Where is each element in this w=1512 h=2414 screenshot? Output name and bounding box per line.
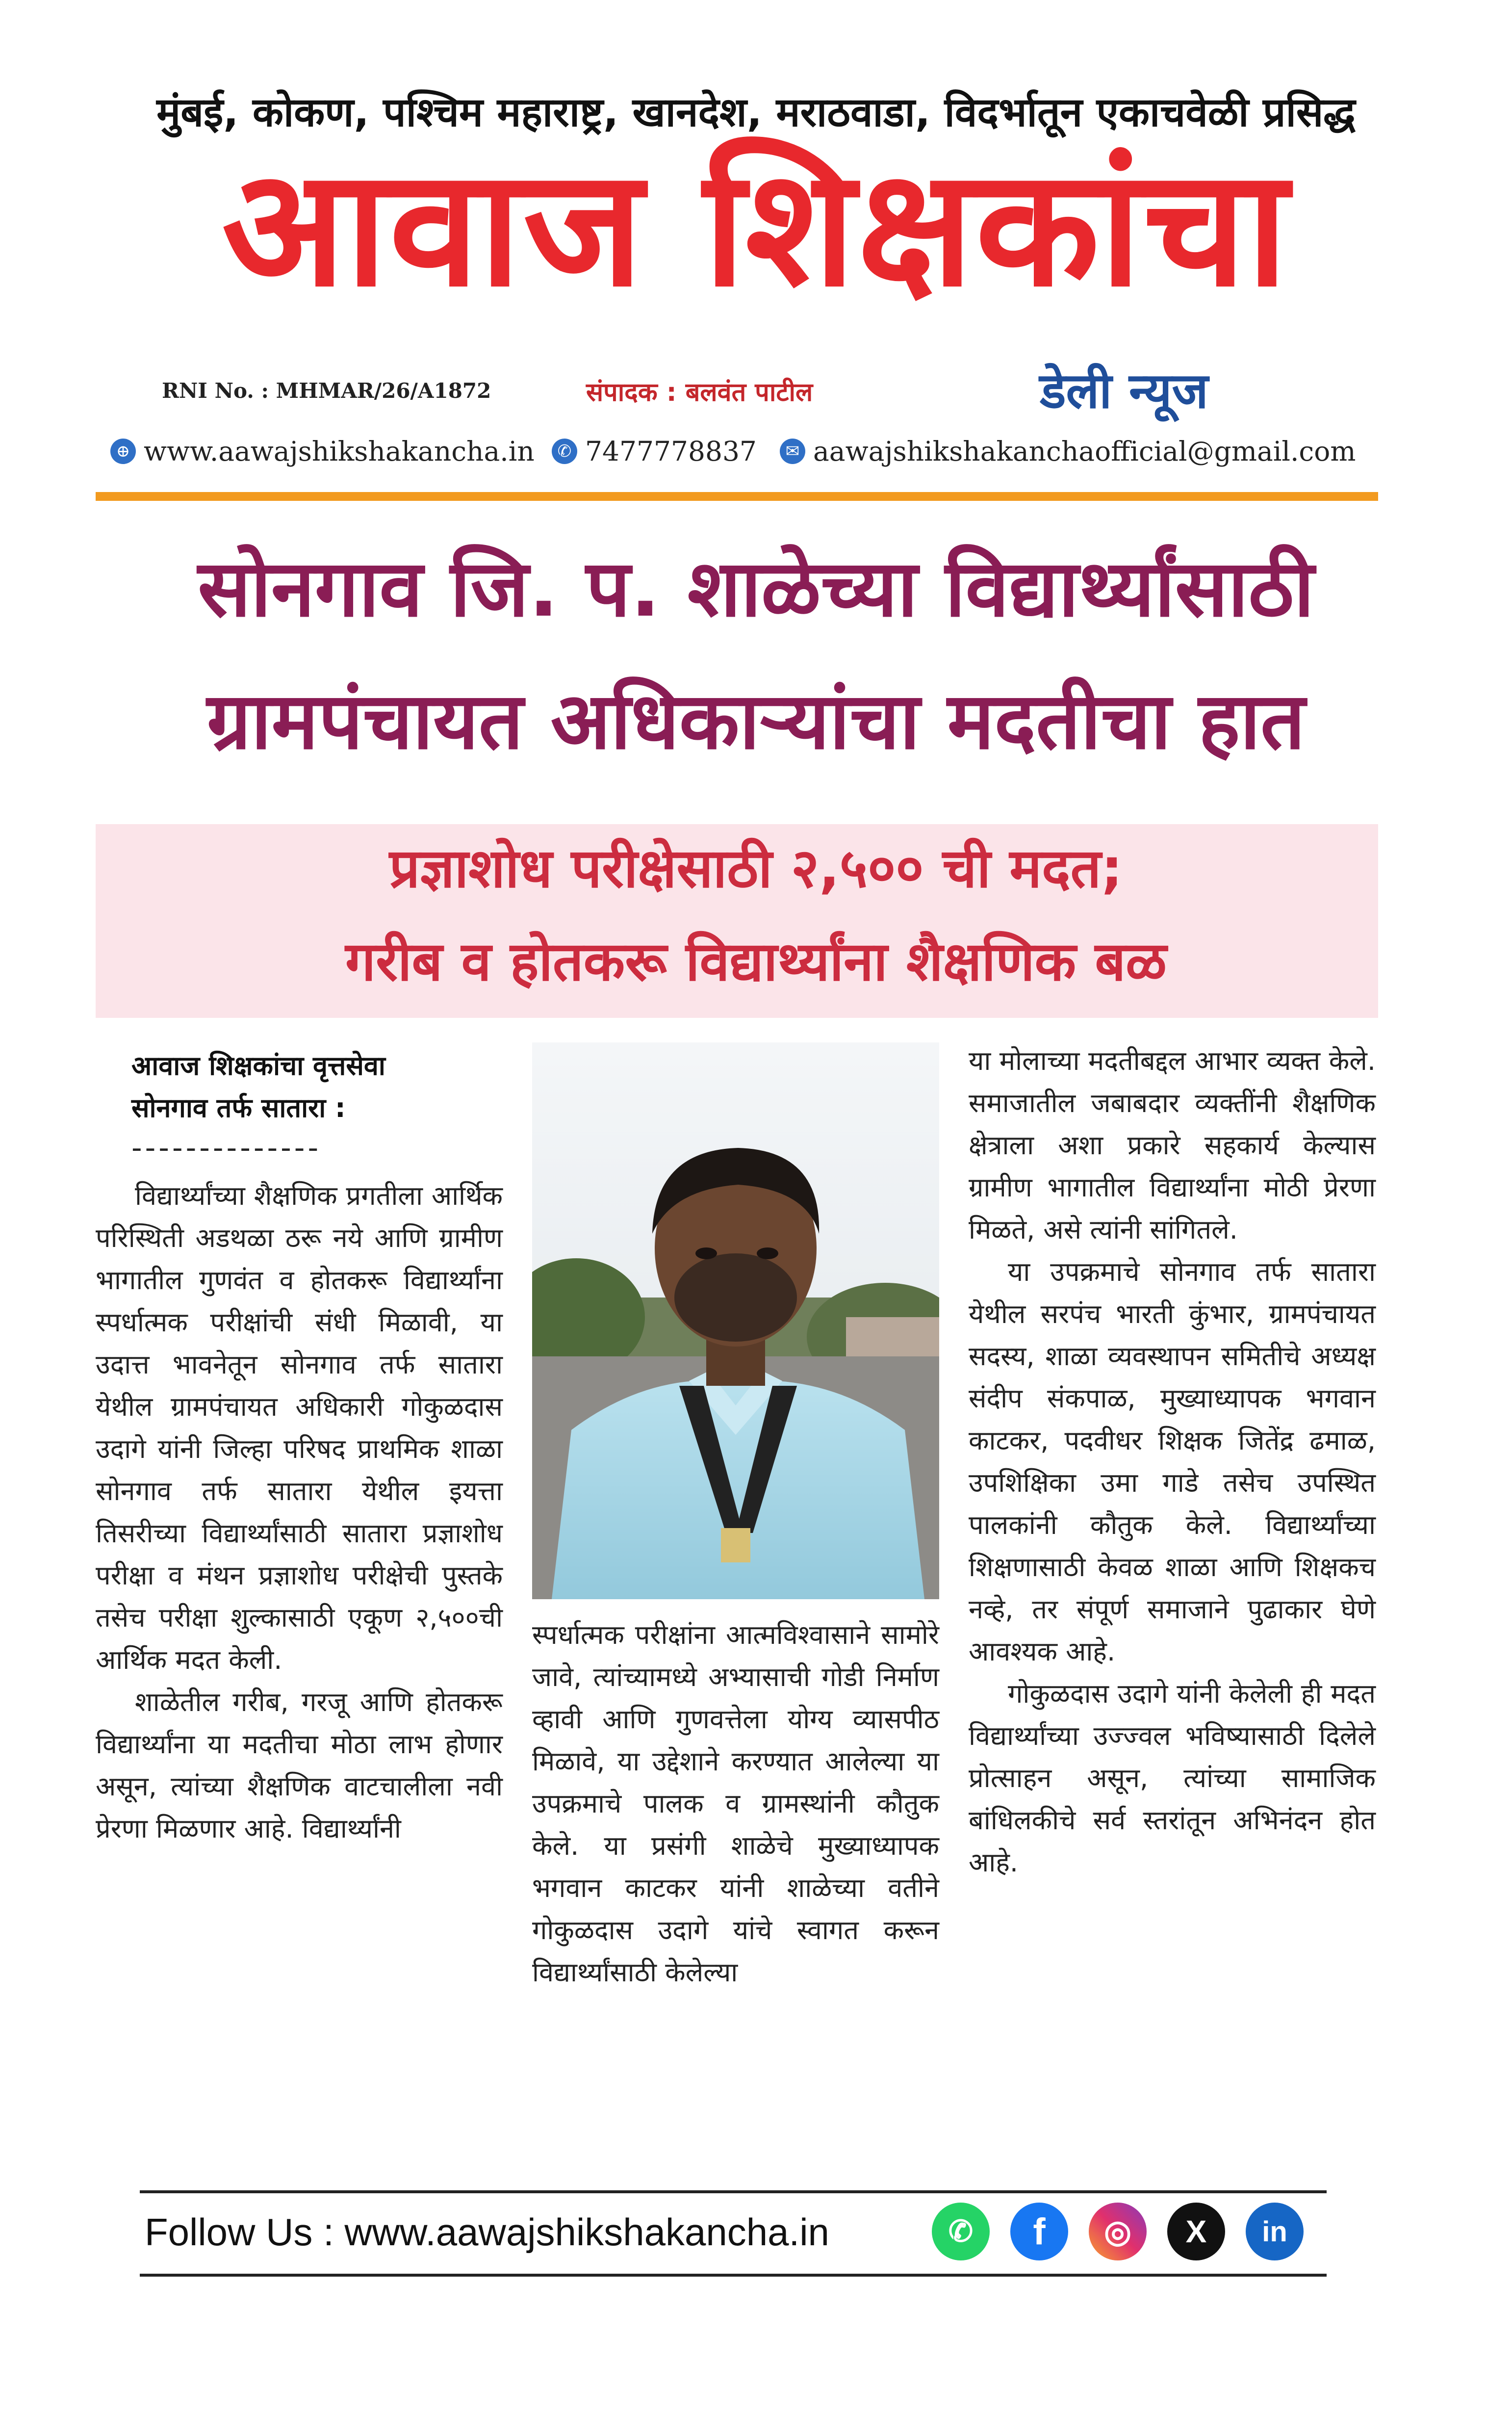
news-photo [532, 1042, 939, 1599]
byline-agency: आवाज शिक्षकांचा वृत्तसेवा [131, 1050, 385, 1081]
footer-rule-top [140, 2190, 1327, 2193]
phone-icon: ✆ [552, 439, 577, 464]
masthead-title: आवाज शिक्षकांचा [222, 134, 1290, 322]
byline-dateline: सोनगाव तर्फ सातारा : [131, 1092, 346, 1123]
contact-email[interactable] [780, 436, 1356, 467]
contact-website[interactable] [110, 436, 535, 467]
paragraph: या मोलाच्या मदतीबद्दल आभार व्यक्त केले. समाजातील जबाबदार व्यक्तींनी शैक्षणिक क्षेत्राला अशा प्रकारे सहकार्य केल्यास ग्रामीण भागातील विद्यार्थ्यांना मोठी प्रेरणा मिळते, असे त्यांनी सांगितले. [969, 1045, 1376, 1245]
subheadline-line-1: प्रज्ञाशोध परीक्षेसाठी २,५०० ची मदत; [389, 837, 1123, 900]
linkedin-icon[interactable]: in [1246, 2203, 1304, 2260]
whatsapp-icon[interactable]: ✆ [932, 2203, 990, 2260]
article-column-2 [532, 1614, 939, 1994]
tagline: मुंबई, कोकण, पश्चिम महाराष्ट्र, खानदेश, मराठवाडा, विदर्भातून एकाचवेळी प्रसिद्ध [156, 89, 1356, 136]
article-column-3 [969, 1040, 1376, 1884]
paragraph: गोकुळदास उदागे यांनी केलेली ही मदत विद्यार्थ्यांच्या उज्ज्वल भविष्यासाठी दिलेले प्रोत्साहन असून, त्यांच्या सामाजिक बांधिलकीचे सर्व स्तरांतून अभिनंदन होत आहे. [969, 1678, 1376, 1878]
subheadline-line-2: गरीब व होतकरू विद्यार्थ्यांना शैक्षणिक बळ [345, 930, 1167, 993]
email-text: aawajshikshakanchaofficial@gmail.com [813, 436, 1356, 467]
follow-us-link[interactable]: Follow Us : www.aawajshikshakancha.in [145, 2210, 829, 2254]
portrait-photo [532, 1042, 939, 1599]
article-column-1 [96, 1175, 503, 1850]
mail-icon: ✉ [780, 439, 805, 464]
byline-separator: -------------- [131, 1131, 322, 1165]
paragraph: विद्यार्थ्यांच्या शैक्षणिक प्रगतीला आर्थिक परिस्थिती अडथळा ठरू नये आणि ग्रामीण भागातील गुणवंत व होतकरू विद्यार्थ्यांना स्पर्धात्मक परीक्षांची संधी मिळावी, या उदात्त भावनेतून सोनगाव तर्फ सातारा येथील ग्रामपंचायत अधिकारी गोकुळदास उदागे यांनी जिल्हा परिषद प्राथमिक शाळा सोनगाव तर्फ सातारा येथील इयत्ता तिसरीच्या विद्यार्थ्यांसाठी सातारा प्रज्ञाशोध परीक्षा व मंथन प्रज्ञाशोध परीक्षेची पुस्तके तसेच परीक्षा शुल्कासाठी एकूण २,५००ची आर्थिक मदत केली. [96, 1180, 503, 1675]
instagram-icon[interactable]: ◎ [1089, 2203, 1147, 2260]
phone-text: 7477778837 [585, 436, 757, 467]
facebook-icon[interactable]: f [1010, 2203, 1068, 2260]
x-icon[interactable]: X [1167, 2203, 1225, 2260]
footer-rule-bottom [140, 2274, 1327, 2277]
contact-phone[interactable] [552, 436, 757, 467]
headline-line-1: सोनगाव जि. प. शाळेच्या विद्यार्थ्यांसाठी [198, 543, 1314, 634]
headline-line-2: ग्रामपंचायत अधिकाऱ्यांचा मदतीचा हात [206, 675, 1306, 767]
header-divider [96, 492, 1378, 501]
website-text: www.aawajshikshakancha.in [144, 436, 535, 467]
byline [131, 1045, 385, 1129]
editor-name: संपादक : बलवंत पाटील [586, 378, 813, 407]
paragraph: शाळेतील गरीब, गरजू आणि होतकरू विद्यार्थ्यांना या मदतीचा मोठा लाभ होणार असून, त्यांच्या शैक्षणिक वाटचालीला नवी प्रेरणा मिळणार आहे. विद्यार्थ्यांनी [96, 1687, 503, 1844]
paragraph: स्पर्धात्मक परीक्षांना आत्मविश्वासाने सामोरे जावे, त्यांच्यामध्ये अभ्यासाची गोडी निर्माण व्हावी आणि गुणवत्तेला योग्य व्यासपीठ मिळावे, या उद्देशाने करण्यात आलेल्या या उपक्रमाचे पालक व ग्रामस्थांनी कौतुक केले. या प्रसंगी शाळेचे मुख्याध्यापक भगवान काटकर यांनी शाळेच्या वतीने गोकुळदास उदागे यांचे स्वागत करून विद्यार्थ्यांसाठी केलेल्या [532, 1619, 939, 1988]
paragraph: या उपक्रमाचे सोनगाव तर्फ सातारा येथील सरपंच भारती कुंभार, ग्रामपंचायत सदस्य, शाळा व्यवस्थापन समितीचे अध्यक्ष संदीप संकपाळ, मुख्याध्यापक भगवान काटकर, पदवीधर शिक्षक जितेंद्र ढमाळ, उपशिक्षिका उमा गाडे तसेच उपस्थित पालकांनी कौतुक केले. विद्यार्थ्यांच्या शिक्षणासाठी केवळ शाळा आणि शिक्षकच नव्हे, तर संपूर्ण समाजाने पुढाकार घेणे आवश्यक आहे. [969, 1256, 1376, 1667]
edition-label: डेली न्यूज [1040, 362, 1208, 419]
globe-icon: ⊕ [110, 439, 136, 464]
rni-number: RNI No. : MHMAR/26/A1872 [162, 379, 491, 403]
